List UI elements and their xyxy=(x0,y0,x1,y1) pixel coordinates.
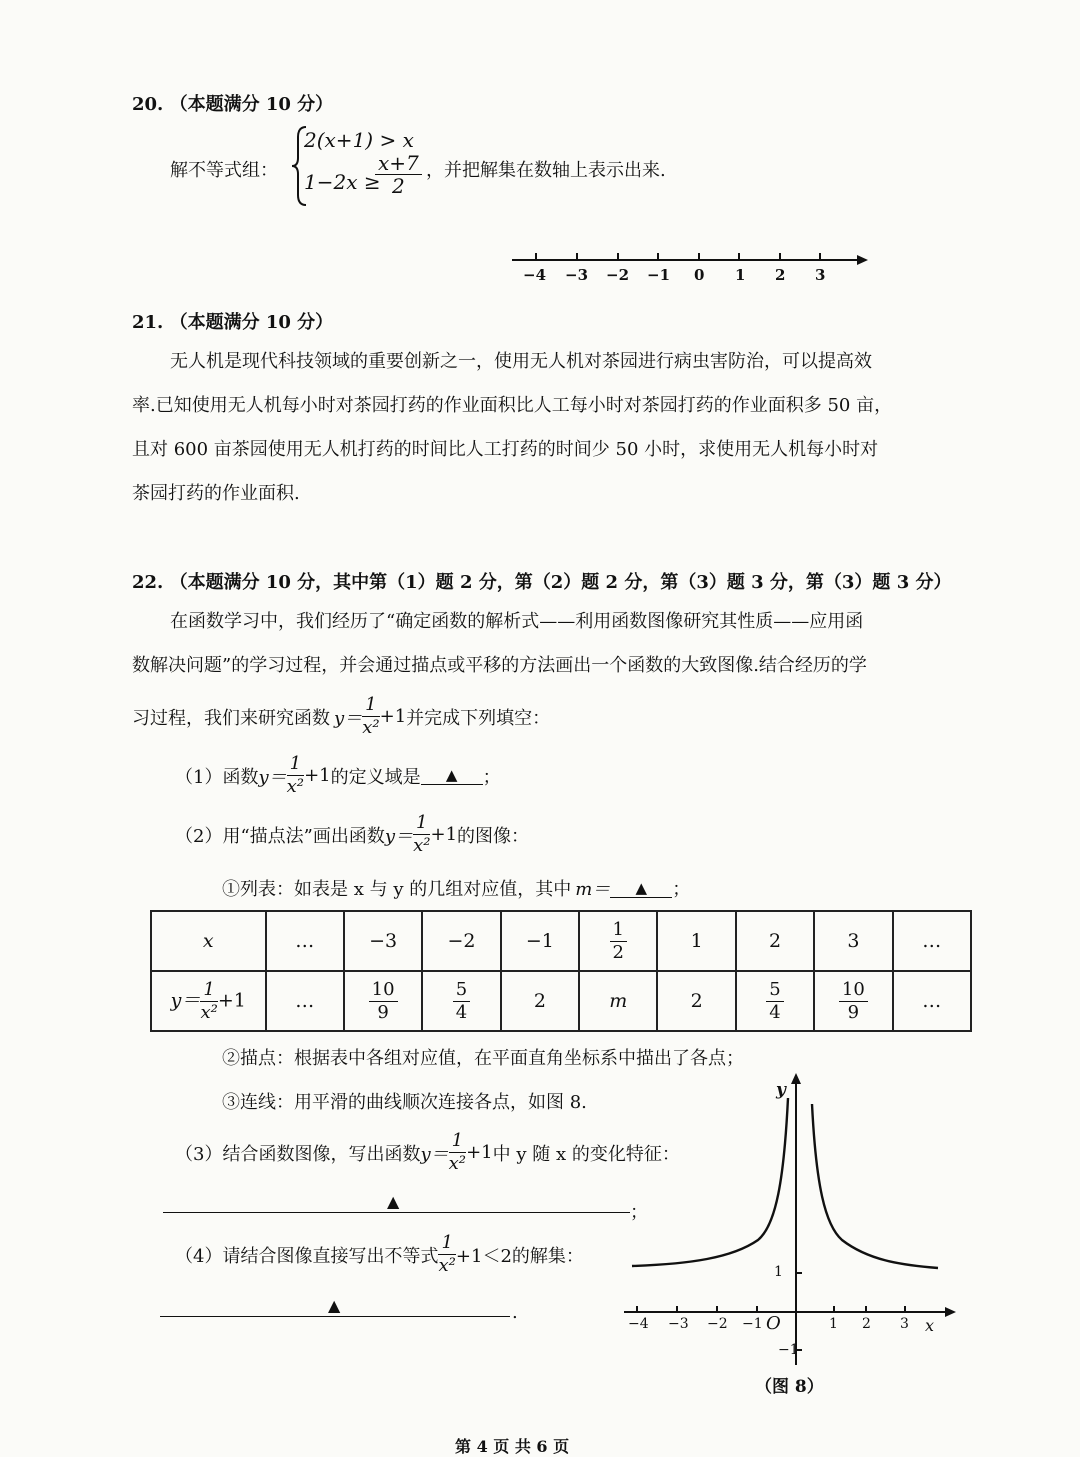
table-cell-m: m xyxy=(579,971,657,1031)
table-cell: 2 xyxy=(736,911,814,971)
table-cell: 2 xyxy=(657,971,735,1031)
q22-intro-line-3: 习过程，我们来研究函数 y＝ $\frac{1}{\text{x²}}$ +1 并完成下列填空： xyxy=(132,694,551,738)
answer-mark-4: ▲ xyxy=(328,1296,341,1315)
graph-origin: O xyxy=(766,1313,781,1334)
q20-header: 20. （本题满分 10 分） xyxy=(132,94,334,115)
figure-caption: （图 8） xyxy=(755,1377,824,1397)
graph-x-tick: −2 xyxy=(707,1316,728,1332)
table-cell: $\frac{5}{4}$ xyxy=(422,971,500,1031)
table-cell: $\frac{5}{4}$ xyxy=(736,971,814,1031)
answer-end-4: . xyxy=(512,1302,518,1323)
graph-x-tick: −4 xyxy=(628,1316,649,1332)
axis-tick: 3 xyxy=(815,266,826,284)
q20-suffix: ，并把解集在数轴上表示出来. xyxy=(426,160,666,181)
table-cell: $\frac{10}{9}$ xyxy=(344,971,422,1031)
q22-part2: （2）用“描点法”画出函数 y＝ $\frac{1}{\text{x²}}$ +1 的图像： xyxy=(175,812,530,856)
q20-ineq2-fraction: $\frac{x+7}{2}$ xyxy=(375,152,422,197)
table-cell: 3 xyxy=(814,911,892,971)
table-cell: −3 xyxy=(344,911,422,971)
table-cell: 1 xyxy=(657,911,735,971)
q22-connect-step: ③连线：用平滑的曲线顺次连接各点，如图 8. xyxy=(222,1092,587,1113)
q20-prompt: 解不等式组： xyxy=(170,160,278,181)
table-cell: $\frac{10}{9}$ xyxy=(814,971,892,1031)
axis-tick: 1 xyxy=(735,266,746,284)
page-footer: 第 4 页 共 6 页 xyxy=(455,1437,570,1456)
answer-line-4[interactable] xyxy=(160,1316,510,1317)
graph-x-tick: −1 xyxy=(742,1316,763,1332)
table-cell: … xyxy=(266,971,344,1031)
q22-list-step: ①列表：如表是 x 与 y 的几组对应值，其中 m＝ ▲ ； xyxy=(222,878,691,900)
graph-y-one: 1 xyxy=(774,1264,783,1280)
q20-ineq1: 2(x+1) > x xyxy=(304,128,414,152)
answer-blank-1[interactable]: ▲ xyxy=(421,766,483,785)
q21-line: 无人机是现代科技领域的重要创新之一，使用无人机对茶园进行病虫害防治，可以提高效 xyxy=(170,351,872,372)
table-cell: … xyxy=(893,911,971,971)
graph-x-tick: −3 xyxy=(668,1316,689,1332)
x-header: x xyxy=(151,911,266,971)
q22-intro-line: 数解决问题”的学习过程，并会通过描点或平移的方法画出一个函数的大致图像.结合经历的学 xyxy=(132,655,867,676)
answer-line-3[interactable] xyxy=(163,1212,630,1213)
q22-intro-line: 在函数学习中，我们经历了“确定函数的解析式——利用函数图像研究其性质——应用函 xyxy=(170,611,864,632)
graph-x-tick: 2 xyxy=(862,1316,871,1332)
table-row xyxy=(151,971,971,1031)
graph-x-tick: 3 xyxy=(900,1316,909,1332)
answer-mark-3: ▲ xyxy=(387,1192,400,1211)
table-cell: 2 xyxy=(501,971,579,1031)
q21-line: 率.已知使用无人机每小时对茶园打药的作业面积比人工每小时对茶园打药的作业面积多 50 亩， xyxy=(132,395,893,416)
axis-tick: −1 xyxy=(647,266,671,284)
table-cell: −1 xyxy=(501,911,579,971)
answer-blank-m[interactable]: ▲ xyxy=(610,879,672,898)
y-header: y＝ $\frac{1}{\text{x²}}$ +1 xyxy=(151,971,266,1031)
q22-part4: （4）请结合图像直接写出不等式 $\frac{1}{\text{x²}}$ +1＜2 的解集： xyxy=(175,1232,584,1276)
graph-x-label: x xyxy=(925,1316,935,1335)
axis-tick: −4 xyxy=(523,266,547,284)
table-cell: $\frac{1}{2}$ xyxy=(579,911,657,971)
table-cell: −2 xyxy=(422,911,500,971)
axis-tick: −2 xyxy=(606,266,630,284)
axis-tick: 2 xyxy=(775,266,786,284)
q21-header: 21. （本题满分 10 分） xyxy=(132,312,334,333)
table-row xyxy=(151,911,971,971)
axis-tick: −3 xyxy=(565,266,589,284)
q22-part3: （3）结合函数图像，写出函数 y＝ $\frac{1}{\text{x²}}$ +1 中 y 随 x 的变化特征： xyxy=(175,1130,680,1174)
graph-x-tick: 1 xyxy=(829,1316,838,1332)
q20-ineq2-left: 1−2x ≥ xyxy=(304,170,381,194)
q21-line: 且对 600 亩茶园使用无人机打药的时间比人工打药的时间少 50 小时，求使用无人机每小时对 xyxy=(132,439,879,460)
table-cell: … xyxy=(266,911,344,971)
answer-end-3: ； xyxy=(630,1202,648,1223)
q22-plot-step: ②描点：根据表中各组对应值，在平面直角坐标系中描出了各点； xyxy=(222,1048,744,1069)
q22-part1: （1）函数 y＝ $\frac{1}{\text{x²}}$ +1 的定义域是 ▲ ； xyxy=(175,753,501,797)
table-cell: … xyxy=(893,971,971,1031)
axis-tick: 0 xyxy=(694,266,705,284)
q21-line: 茶园打药的作业面积. xyxy=(132,483,300,504)
graph-y-neg-one: −1 xyxy=(778,1342,799,1358)
graph-y-label: y xyxy=(776,1080,786,1100)
value-table xyxy=(150,910,972,1032)
q22-header: 22. （本题满分 10 分，其中第（1）题 2 分，第（2）题 2 分，第（3）题 3 分，第（3）题 3 分） xyxy=(132,572,952,593)
